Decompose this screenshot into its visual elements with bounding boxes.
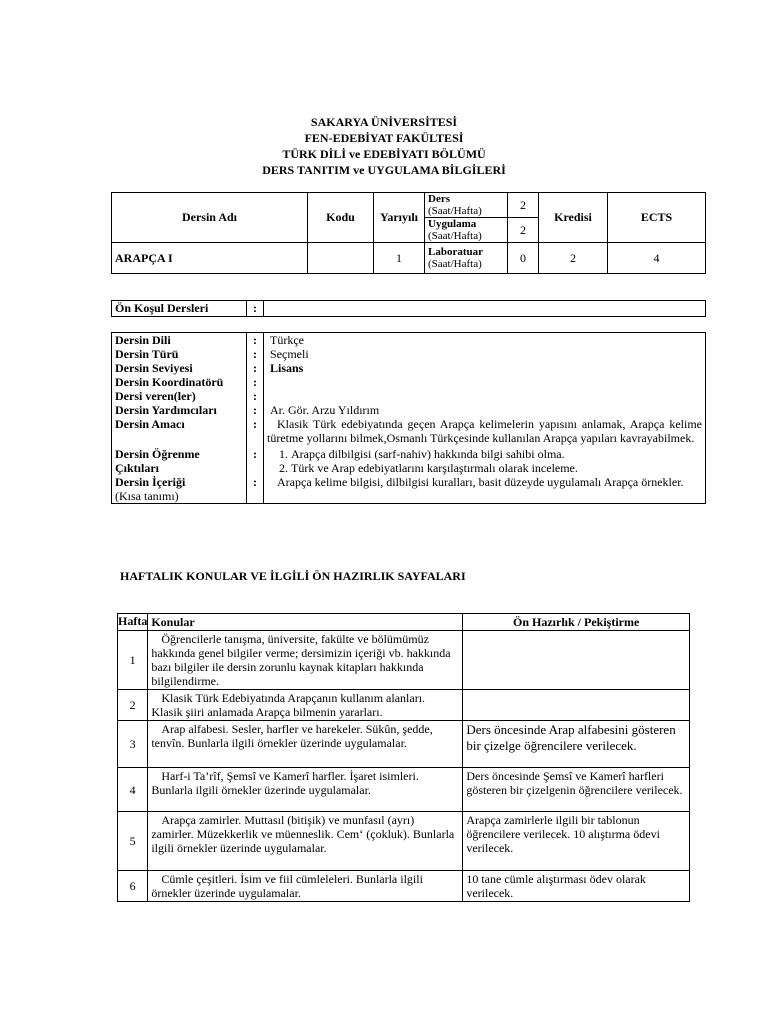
- info-row-coordinator: [112, 375, 706, 389]
- content-label: Dersin İçeriği (Kısa tanımı): [112, 475, 247, 504]
- lab-hours-value: 0: [508, 243, 539, 274]
- prerequisite-colon: :: [247, 301, 264, 317]
- prep-header: Ön Hazırlık / Pekiştirme: [463, 614, 690, 631]
- week-prep: [463, 690, 690, 721]
- lecture-hours-value: 2: [508, 193, 539, 218]
- table-row: [118, 631, 690, 690]
- practice-hours-value: 2: [508, 218, 539, 243]
- weekly-topics-table: [117, 613, 690, 902]
- instructor-label: Dersi veren(ler): [112, 389, 247, 403]
- week-topic: Klasik Türk Edebiyatında Arapçanın kullanım alanları. Klasik şiiri anlamada Arapça bilmenin yararları.: [148, 690, 463, 721]
- level-label: Dersin Seviyesi: [112, 361, 247, 375]
- course-code-value: [308, 243, 374, 274]
- semester-value: 1: [374, 243, 425, 274]
- table-row: [118, 871, 690, 902]
- info-row-outcomes: [112, 447, 706, 475]
- level-value: Lisans: [264, 361, 706, 375]
- info-row-assistant: [112, 403, 706, 417]
- colon: :: [247, 333, 264, 348]
- week-number: 2: [118, 690, 148, 721]
- week-header: Hafta: [118, 614, 148, 631]
- topics-header: Konular: [148, 614, 463, 631]
- info-row-instructor: [112, 389, 706, 403]
- info-row-content: [112, 475, 706, 504]
- lecture-hours-label: Ders (Saat/Hafta): [425, 193, 508, 218]
- colon: :: [247, 475, 264, 504]
- week-topic: Cümle çeşitleri. İsim ve fiil cümleleleri. Bunlarla ilgili örnekler üzerinde uygulamalar.: [148, 871, 463, 902]
- colon: :: [247, 389, 264, 403]
- colon: :: [247, 403, 264, 417]
- week-topic: Arap alfabesi. Sesler, harfler ve harekeler. Sükûn, şedde, tenvîn. Bunlarla ilgili örnekler üzerinde uygulamalar.: [148, 721, 463, 768]
- content-value: Arapça kelime bilgisi, dilbilgisi kuralları, basit düzeyde uygulamalı Arapça örnekler.: [264, 475, 706, 504]
- document-title: DERS TANITIM ve UYGULAMA BİLGİLERİ: [262, 163, 506, 177]
- university-title: SAKARYA ÜNİVERSİTESİ: [310, 115, 458, 129]
- credit-header: Kredisi: [539, 193, 608, 243]
- course-info-table: [111, 332, 706, 504]
- faculty-title: FEN-EDEBİYAT FAKÜLTESİ: [304, 131, 464, 145]
- week-prep: [463, 631, 690, 690]
- outcomes-list: [264, 447, 706, 475]
- week-topic: Öğrencilerle tanışma, üniversite, fakülte ve bölümümüz hakkında genel bilgiler verme; dersimizin içeriği vb. hakkında bazı bilgiler ile dersin zorunlu kaynak kitapları hakkında bilgilendirme.: [148, 631, 463, 690]
- type-label: Dersin Türü: [112, 347, 247, 361]
- weekly-header-row: [118, 614, 690, 631]
- document-header: [0, 114, 768, 178]
- week-topic: Harf-i Ta’rîf, Şemsî ve Kamerî harfler. İşaret isimleri. Bunlarla ilgili örnekler üzerinde uygulamalar.: [148, 768, 463, 812]
- course-name-header: Dersin Adı: [112, 193, 308, 243]
- coordinator-value: [264, 375, 706, 389]
- aim-value: Klasik Türk edebiyatında geçen Arapça kelimelerin yapısını anlamak, Arapça kelime türetme yollarını bilmek,Osmanlı Türkçesinde kullanılan Arapça yapıları kavrayabilmek.: [264, 417, 706, 447]
- weekly-topics-heading: HAFTALIK KONULAR VE İLGİLİ ÖN HAZIRLIK SAYFALARI: [120, 569, 466, 583]
- prerequisite-label: Ön Koşul Dersleri: [112, 301, 247, 317]
- colon: :: [247, 417, 264, 447]
- language-value: Türkçe: [264, 333, 706, 348]
- colon: :: [247, 375, 264, 389]
- outcome-item: 2. Türk ve Arap edebiyatlarını karşılaştırmalı olarak inceleme.: [291, 461, 702, 475]
- week-prep: Ders öncesinde Şemsî ve Kamerî harfleri gösteren bir çizelgenin öğrencilere verilecek.: [463, 768, 690, 812]
- assistant-label: Dersin Yardımcıları: [112, 403, 247, 417]
- week-prep: 10 tane cümle alıştırması ödev olarak verilecek.: [463, 871, 690, 902]
- week-number: 6: [118, 871, 148, 902]
- info-row-aim: [112, 417, 706, 447]
- aim-label: Dersin Amacı: [112, 417, 247, 447]
- ects-value: 4: [608, 243, 706, 274]
- practice-hours-label: Uygulama (Saat/Hafta): [425, 218, 508, 243]
- lab-hours-label: Laboratuar (Saat/Hafta): [425, 243, 508, 274]
- week-number: 4: [118, 768, 148, 812]
- semester-header: Yarıyılı: [374, 193, 425, 243]
- instructor-value: [264, 389, 706, 403]
- department-title: TÜRK DİLİ ve EDEBİYATI BÖLÜMÜ: [282, 147, 486, 161]
- table-row: [118, 768, 690, 812]
- table-row: [118, 721, 690, 768]
- week-number: 5: [118, 812, 148, 871]
- outcome-item: 1. Arapça dilbilgisi (sarf-nahiv) hakkında bilgi sahibi olma.: [291, 447, 702, 461]
- course-table: [111, 192, 706, 274]
- info-row-type: [112, 347, 706, 361]
- ects-header: ECTS: [608, 193, 706, 243]
- type-value: Seçmeli: [264, 347, 706, 361]
- outcomes-label: Dersin Öğrenme Çıktıları: [112, 447, 247, 475]
- credit-value: 2: [539, 243, 608, 274]
- course-code-header: Kodu: [308, 193, 374, 243]
- week-prep: Arapça zamirlerle ilgili bir tablonun öğrencilere verilecek. 10 alıştırma ödevi verilecek.: [463, 812, 690, 871]
- table-row: [118, 812, 690, 871]
- colon: :: [247, 447, 264, 475]
- info-row-level: [112, 361, 706, 375]
- colon: :: [247, 347, 264, 361]
- week-prep: Ders öncesinde Arap alfabesini gösteren bir çizelge öğrencilere verilecek.: [463, 721, 690, 768]
- prerequisite-value: [264, 301, 706, 317]
- week-topic: Arapça zamirler. Muttasıl (bitişik) ve munfasıl (ayrı) zamirler. Müzekkerlik ve müenneslik. Cem‘ (çokluk). Bunlarla ilgili örnekler üzerinde uygulamalar.: [148, 812, 463, 871]
- colon: :: [247, 361, 264, 375]
- language-label: Dersin Dili: [112, 333, 247, 348]
- info-row-language: [112, 333, 706, 348]
- prerequisite-table: [111, 300, 706, 317]
- course-name-value: ARAPÇA I: [112, 243, 308, 274]
- assistant-value: Ar. Gör. Arzu Yıldırım: [264, 403, 706, 417]
- week-number: 1: [118, 631, 148, 690]
- table-row: [118, 690, 690, 721]
- week-number: 3: [118, 721, 148, 768]
- coordinator-label: Dersin Koordinatörü: [112, 375, 247, 389]
